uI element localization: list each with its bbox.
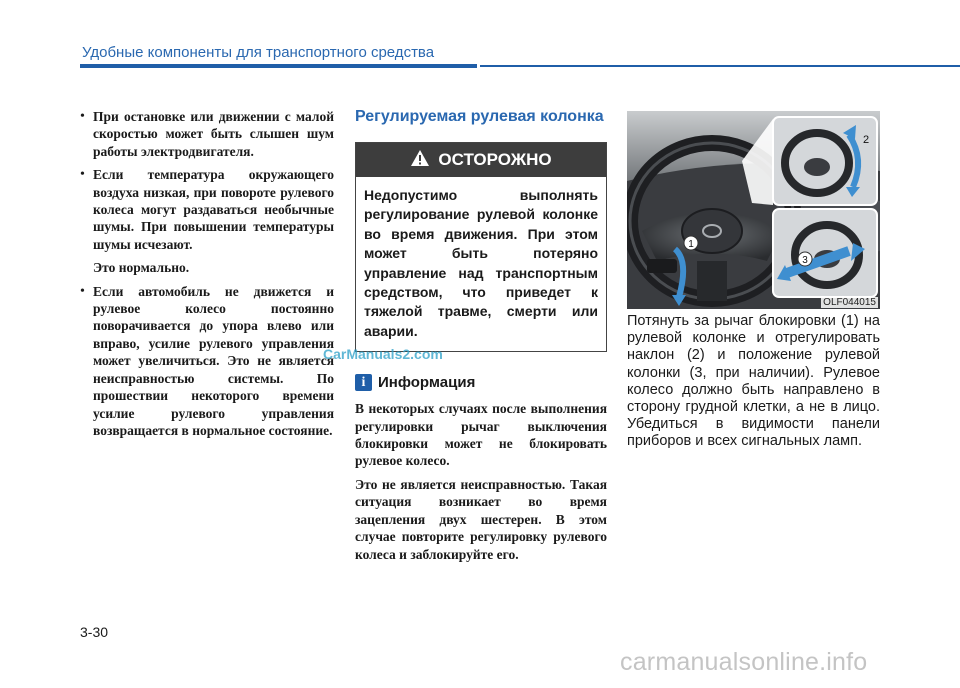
bullet-text: При остановке или движении с малой скоростью может быть слышен шум работы электродвигателя. [93,109,334,159]
figure-code: OLF044015 [823,297,876,308]
warning-box [355,142,607,352]
info-icon: i [355,374,372,391]
callout-2: 2 [863,134,870,146]
bullet-item [80,283,334,440]
bullet-dot: • [80,283,85,299]
info-paragraph: Это не является неисправностью. Такая ситуация возникает во время зацепления двух шестерен. В этом случае повторите регулировку рулевого колеса и заблокируйте его. [355,476,607,562]
callout-1: 1 [688,239,694,250]
bullet-item [80,108,334,160]
left-column [80,108,334,445]
watermark-overlay: CarManuals2.com [323,346,443,362]
page-number: 3-30 [80,624,109,640]
steering-wheel-illustration [627,111,880,309]
header-rule-thin [480,65,960,67]
bullet-dot: • [80,167,85,183]
adjustment-instructions: Потянуть за рычаг блокировки (1) на рулевой колонке и отрегулировать наклон (2) и положение рулевой колонки (3, при наличии). Рулевое колесо должно быть направлено в сторону грудной клетки, а не в лицо. Убедиться в видимости панели приборов и всех сигнальных ламп. [627,313,880,450]
bullet-item [80,166,334,253]
info-paragraph: В некоторых случаях после выполнения регулировки рычаг выключения блокировки может не блокировать рулевое колесо. [355,401,607,469]
warning-title: ОСТОРОЖНО [438,150,552,169]
middle-column [355,108,607,569]
steering-column-figure [627,111,880,309]
note-paragraph [80,259,334,276]
warning-text: Недопустимо выполнять регулирование рулевой колонке во время движения. При этом может быть потеряно управление над транспортным средством, что приведет к тяжелой травме, смерти или аварии. [364,187,598,339]
watermark-footer: carmanualsonline.info [620,648,868,676]
warning-triangle-icon [410,149,430,172]
callout-3: 3 [802,255,808,266]
bullet-dot: • [80,109,85,124]
bullet-text: Если температура окружающего воздуха низкая, при повороте рулевого колеса могут раздаваться необычные шумы. При повышении температуры шумы исчезают. [93,167,334,252]
section-header-title: Удобные компоненты для транспортного средства [82,44,435,61]
header-rule-thick [80,64,477,68]
info-title: Информация [378,374,476,392]
section-heading: Регулируемая рулевая колонка [355,108,604,125]
warning-header [356,143,606,177]
info-header [355,374,607,391]
note-text: Это нормально. [93,260,190,276]
bullet-text: Если автомобиль не движется и рулевое колесо постоянно поворачивается до упора влево или вправо, усилие рулевого управления может увеличиться. Это не является неисправностью системы. По прошествии некоторого времени усилие рулевого управления возвращается в нормальное состояние. [93,283,334,438]
